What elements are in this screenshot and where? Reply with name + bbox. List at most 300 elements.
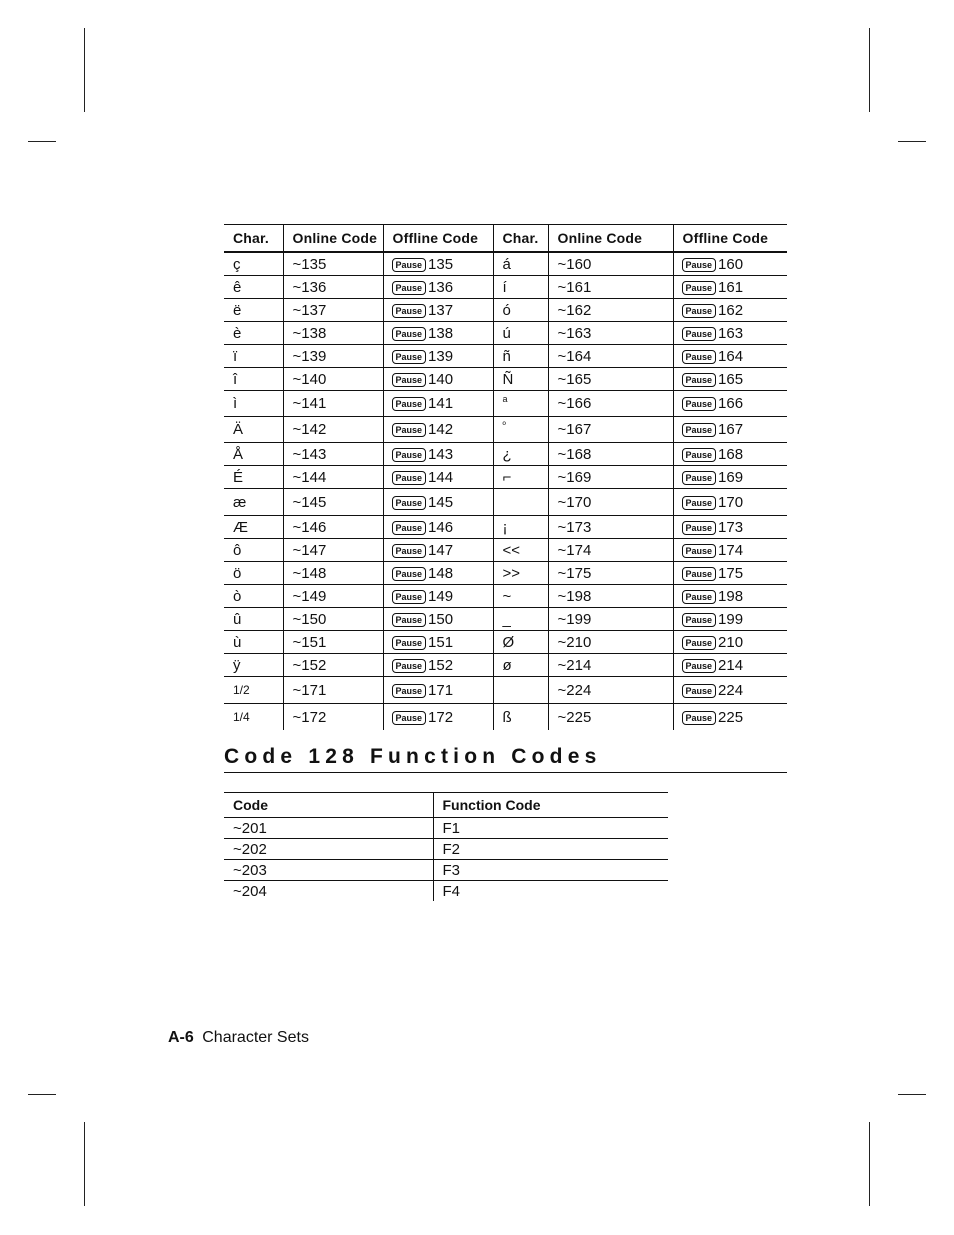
char-cell (493, 677, 548, 704)
header-char-2: Char. (493, 225, 548, 253)
char-cell (493, 562, 548, 585)
char-value: 1/2 (233, 683, 250, 697)
online-code-cell (548, 677, 673, 704)
online-code-cell (283, 608, 383, 631)
online-code-value: ~165 (557, 370, 592, 388)
offline-code-cell (383, 677, 493, 704)
pause-key-icon: Pause (392, 544, 427, 558)
pause-key-icon: Pause (682, 636, 717, 650)
offline-code-cell (673, 585, 787, 608)
char-cell (224, 654, 283, 677)
char-value: Ø (502, 633, 515, 651)
online-code-cell (548, 322, 673, 345)
online-code-value: ~199 (557, 610, 592, 628)
online-code-cell (283, 631, 383, 654)
offline-code-cell (673, 608, 787, 631)
offline-code-value: 146 (428, 518, 454, 536)
pause-key-icon: Pause (682, 590, 717, 604)
crop-mark-top-left-horizontal (28, 141, 56, 142)
offline-code-cell (673, 322, 787, 345)
online-code-cell (548, 489, 673, 516)
offline-code-value: 198 (718, 587, 744, 605)
char-cell (493, 608, 548, 631)
online-code-value: ~198 (557, 587, 592, 605)
offline-code-value: 225 (718, 708, 744, 726)
offline-code-value: 224 (718, 681, 744, 699)
offline-code-value: 151 (428, 633, 454, 651)
pause-key-icon: Pause (392, 567, 427, 581)
chapter-title: Character Sets (202, 1029, 309, 1046)
online-code-value: ~137 (292, 301, 327, 319)
char-value: ö (233, 564, 242, 582)
char-value: ù (233, 633, 242, 651)
table-row (224, 704, 787, 731)
char-cell (224, 704, 283, 731)
crop-mark-bottom-right-horizontal (898, 1094, 926, 1095)
header-offline-code-1: Offline Code (383, 225, 493, 253)
function-code-table (224, 792, 668, 901)
online-code-cell (283, 252, 383, 276)
function-code-cell: F4 (442, 882, 461, 900)
offline-code-cell (383, 391, 493, 417)
char-value: É (233, 468, 244, 486)
offline-code-cell (673, 443, 787, 466)
online-code-value: ~161 (557, 278, 592, 296)
char-cell (493, 368, 548, 391)
table-row (224, 860, 668, 881)
offline-code-cell (673, 677, 787, 704)
pause-key-icon: Pause (682, 304, 717, 318)
table-row (224, 631, 787, 654)
table-row (224, 417, 787, 443)
online-code-cell (548, 631, 673, 654)
online-code-cell (283, 562, 383, 585)
char-cell (493, 704, 548, 731)
pause-key-icon: Pause (682, 544, 717, 558)
online-code-value: ~150 (292, 610, 327, 628)
table-row (224, 608, 787, 631)
char-cell (493, 299, 548, 322)
offline-code-value: 214 (718, 656, 744, 674)
char-value: a (502, 394, 508, 404)
pause-key-icon: Pause (392, 711, 427, 725)
pause-key-icon: Pause (392, 471, 427, 485)
online-code-value: ~214 (557, 656, 592, 674)
offline-code-cell (383, 466, 493, 489)
char-value: á (502, 255, 511, 273)
pause-key-icon: Pause (392, 258, 427, 272)
pause-key-icon: Pause (392, 448, 427, 462)
online-code-value: ~173 (557, 518, 592, 536)
pause-key-icon: Pause (392, 659, 427, 673)
char-value: ß (502, 708, 512, 726)
char-value: æ (233, 493, 247, 511)
online-code-value: ~138 (292, 324, 327, 342)
pause-key-icon: Pause (682, 397, 717, 411)
table-row (224, 562, 787, 585)
char-value: ï (233, 347, 238, 365)
char-value: ò (233, 587, 242, 605)
pause-key-icon: Pause (682, 521, 717, 535)
function-code-cell: F2 (433, 839, 668, 860)
pause-key-icon: Pause (682, 496, 717, 510)
pause-key-icon: Pause (682, 327, 717, 341)
offline-code-value: 147 (428, 541, 454, 559)
char-cell (224, 252, 283, 276)
online-code-value: ~142 (292, 421, 327, 438)
char-value: ¡ (502, 518, 508, 536)
table-header-row (224, 225, 787, 253)
offline-code-cell (673, 539, 787, 562)
char-value: ë (233, 301, 242, 319)
offline-code-value: 149 (428, 587, 454, 605)
offline-code-cell (673, 516, 787, 539)
pause-key-icon: Pause (392, 613, 427, 627)
table-row (224, 654, 787, 677)
char-value: Å (233, 445, 244, 463)
table-header-row (224, 793, 668, 818)
crop-mark-bottom-left-vertical (84, 1122, 85, 1206)
online-code-cell (548, 704, 673, 731)
online-code-value: ~147 (292, 541, 327, 559)
online-code-value: ~174 (557, 541, 592, 559)
offline-code-cell (383, 345, 493, 368)
character-table-body (224, 252, 787, 730)
char-cell (224, 276, 283, 299)
pause-key-icon: Pause (682, 448, 717, 462)
table-row (224, 818, 668, 839)
online-code-cell (548, 562, 673, 585)
pause-key-icon: Pause (682, 471, 717, 485)
offline-code-cell (673, 562, 787, 585)
online-code-cell (548, 391, 673, 417)
char-value: ñ (502, 347, 511, 365)
online-code-cell (283, 539, 383, 562)
online-code-cell (283, 276, 383, 299)
offline-code-value: 170 (718, 493, 744, 511)
char-cell (224, 677, 283, 704)
online-code-cell (283, 654, 383, 677)
crop-mark-bottom-right-vertical (869, 1122, 870, 1206)
pause-key-icon: Pause (392, 304, 427, 318)
pause-key-icon: Pause (682, 659, 717, 673)
online-code-value: ~136 (292, 278, 327, 296)
offline-code-value: 171 (428, 681, 454, 699)
offline-code-value: 175 (718, 564, 744, 582)
table-row (224, 585, 787, 608)
online-code-cell (548, 443, 673, 466)
offline-code-value: 168 (718, 445, 744, 463)
online-code-cell (548, 539, 673, 562)
char-cell (224, 391, 283, 417)
function-code-cell: F1 (433, 818, 668, 839)
online-code-value: ~139 (292, 347, 327, 365)
pause-key-icon: Pause (392, 423, 427, 437)
online-code-cell (548, 252, 673, 276)
online-code-cell (283, 677, 383, 704)
offline-code-value: 144 (428, 468, 454, 486)
online-code-cell (548, 585, 673, 608)
header-char-1: Char. (224, 225, 283, 253)
table-row (224, 391, 787, 417)
char-value: ì (233, 395, 238, 412)
online-code-value: ~175 (557, 564, 592, 582)
offline-code-value: 136 (428, 278, 454, 296)
char-value: ô (233, 541, 242, 559)
char-cell (493, 443, 548, 466)
char-cell (224, 562, 283, 585)
char-cell (493, 417, 548, 443)
online-code-value: ~151 (292, 633, 327, 651)
char-cell (493, 489, 548, 516)
char-value: << (502, 541, 521, 559)
table-row (224, 322, 787, 345)
char-value: î (233, 370, 238, 388)
offline-code-cell (673, 704, 787, 731)
offline-code-value: 160 (718, 255, 744, 273)
online-code-cell (548, 466, 673, 489)
offline-code-cell (383, 443, 493, 466)
char-cell (493, 516, 548, 539)
offline-code-value: 164 (718, 347, 744, 365)
char-cell (493, 466, 548, 489)
offline-code-cell (673, 631, 787, 654)
offline-code-cell (673, 466, 787, 489)
offline-code-value: 137 (428, 301, 454, 319)
offline-code-value: 166 (718, 395, 744, 412)
offline-code-value: 152 (428, 656, 454, 674)
char-value: ó (502, 301, 511, 319)
header-function-code: Function Code (433, 793, 668, 818)
char-cell (224, 368, 283, 391)
char-cell (224, 299, 283, 322)
online-code-cell (283, 585, 383, 608)
table-row (224, 489, 787, 516)
offline-code-value: 162 (718, 301, 744, 319)
offline-code-cell (383, 417, 493, 443)
pause-key-icon: Pause (392, 397, 427, 411)
offline-code-cell (673, 489, 787, 516)
offline-code-value: 167 (718, 421, 744, 438)
char-value: _ (502, 610, 511, 628)
online-code-cell (283, 368, 383, 391)
page-number: A-6 (168, 1029, 194, 1046)
table-row (224, 368, 787, 391)
offline-code-value: 145 (428, 493, 454, 511)
char-value: ê (233, 278, 242, 296)
offline-code-cell (383, 562, 493, 585)
online-code-cell (283, 516, 383, 539)
char-value: ú (502, 324, 511, 342)
char-cell (224, 466, 283, 489)
char-cell (224, 585, 283, 608)
online-code-value: ~145 (292, 493, 327, 511)
char-cell (493, 391, 548, 417)
char-value: ~ (502, 587, 512, 605)
offline-code-cell (383, 608, 493, 631)
online-code-value: ~162 (557, 301, 592, 319)
online-code-value: ~143 (292, 445, 327, 463)
online-code-value: ~141 (292, 395, 327, 412)
table-row (224, 516, 787, 539)
online-code-value: ~224 (557, 681, 592, 699)
char-cell (224, 539, 283, 562)
character-code-table (224, 224, 787, 730)
table-row (224, 677, 787, 704)
online-code-cell (548, 608, 673, 631)
char-value: ⌐ (502, 468, 512, 486)
table-row (224, 466, 787, 489)
offline-code-value: 138 (428, 324, 454, 342)
online-code-cell (283, 345, 383, 368)
online-code-value: ~146 (292, 518, 327, 536)
offline-code-cell (673, 654, 787, 677)
table-row (224, 881, 668, 902)
char-cell (224, 489, 283, 516)
function-code-cell: F3 (433, 860, 668, 881)
offline-code-cell (673, 368, 787, 391)
pause-key-icon: Pause (682, 613, 717, 627)
char-cell (493, 585, 548, 608)
online-code-cell (548, 368, 673, 391)
online-code-cell (283, 704, 383, 731)
offline-code-value: 150 (428, 610, 454, 628)
table-row (224, 345, 787, 368)
header-code: Code (224, 793, 433, 818)
offline-code-cell (383, 322, 493, 345)
table-row (224, 252, 787, 276)
online-code-value: ~210 (557, 633, 592, 651)
char-value: ¿ (502, 445, 512, 463)
offline-code-cell (673, 276, 787, 299)
char-value: Ä (233, 421, 244, 438)
online-code-value: ~164 (557, 347, 592, 365)
online-code-cell (548, 654, 673, 677)
offline-code-value: 161 (718, 278, 744, 296)
pause-key-icon: Pause (392, 496, 427, 510)
online-code-cell (283, 489, 383, 516)
offline-code-value: 163 (718, 324, 744, 342)
online-code-value: ~169 (557, 468, 592, 486)
table-row (224, 276, 787, 299)
char-value: û (233, 610, 242, 628)
online-code-value: ~167 (557, 421, 592, 438)
online-code-value: ~166 (557, 395, 592, 412)
online-code-cell (283, 417, 383, 443)
pause-key-icon: Pause (682, 281, 717, 295)
table-row (224, 839, 668, 860)
offline-code-cell (383, 654, 493, 677)
char-cell (224, 417, 283, 443)
char-cell (224, 631, 283, 654)
char-cell (493, 345, 548, 368)
online-code-cell (548, 417, 673, 443)
offline-code-value: 135 (428, 255, 454, 273)
header-online-code-2: Online Code (548, 225, 673, 253)
pause-key-icon: Pause (682, 711, 717, 725)
offline-code-cell (673, 417, 787, 443)
offline-code-cell (383, 585, 493, 608)
offline-code-cell (673, 299, 787, 322)
online-code-cell (283, 322, 383, 345)
online-code-value: ~168 (557, 445, 592, 463)
offline-code-cell (383, 276, 493, 299)
offline-code-cell (383, 704, 493, 731)
pause-key-icon: Pause (392, 373, 427, 387)
offline-code-cell (673, 391, 787, 417)
page-footer (168, 1029, 309, 1047)
pause-key-icon: Pause (682, 350, 717, 364)
char-cell (224, 322, 283, 345)
function-table-body (224, 818, 668, 902)
offline-code-cell (383, 299, 493, 322)
code-cell: ~204 (224, 881, 433, 902)
pause-key-icon: Pause (682, 423, 717, 437)
code-cell: ~202 (224, 839, 433, 860)
offline-code-cell (383, 252, 493, 276)
crop-mark-bottom-left-horizontal (28, 1094, 56, 1095)
online-code-cell (283, 299, 383, 322)
offline-code-value: 165 (718, 370, 744, 388)
crop-mark-top-right-horizontal (898, 141, 926, 142)
online-code-value: ~148 (292, 564, 327, 582)
char-value: ÿ (233, 656, 241, 674)
code-cell: ~201 (224, 818, 433, 839)
online-code-cell (548, 299, 673, 322)
char-value: Æ (233, 518, 248, 536)
pause-key-icon: Pause (682, 258, 717, 272)
online-code-cell (283, 443, 383, 466)
offline-code-value: 143 (428, 445, 454, 463)
online-code-value: ~152 (292, 656, 327, 674)
header-offline-code-2: Offline Code (673, 225, 787, 253)
online-code-value: ~163 (557, 324, 592, 342)
char-cell (224, 608, 283, 631)
char-cell (493, 252, 548, 276)
offline-code-cell (673, 252, 787, 276)
online-code-value: ~160 (557, 255, 592, 273)
crop-mark-top-right-vertical (869, 28, 870, 112)
online-code-cell (283, 466, 383, 489)
offline-code-cell (383, 368, 493, 391)
table-row (224, 299, 787, 322)
online-code-cell (548, 345, 673, 368)
offline-code-cell (383, 539, 493, 562)
online-code-value: ~172 (292, 708, 327, 726)
char-value: í (502, 278, 507, 296)
online-code-value: ~144 (292, 468, 327, 486)
online-code-value: ~135 (292, 255, 327, 273)
char-value: ø (502, 656, 512, 674)
online-code-cell (283, 391, 383, 417)
offline-code-cell (673, 345, 787, 368)
pause-key-icon: Pause (392, 327, 427, 341)
online-code-cell (548, 276, 673, 299)
crop-mark-top-left-vertical (84, 28, 85, 112)
pause-key-icon: Pause (682, 684, 717, 698)
char-cell (224, 516, 283, 539)
offline-code-value: 172 (428, 708, 454, 726)
pause-key-icon: Pause (682, 373, 717, 387)
offline-code-value: 210 (718, 633, 744, 651)
offline-code-value: 139 (428, 347, 454, 365)
header-online-code-1: Online Code (283, 225, 383, 253)
pause-key-icon: Pause (392, 281, 427, 295)
pause-key-icon: Pause (392, 350, 427, 364)
online-code-cell (548, 516, 673, 539)
char-cell (224, 345, 283, 368)
char-cell (493, 539, 548, 562)
